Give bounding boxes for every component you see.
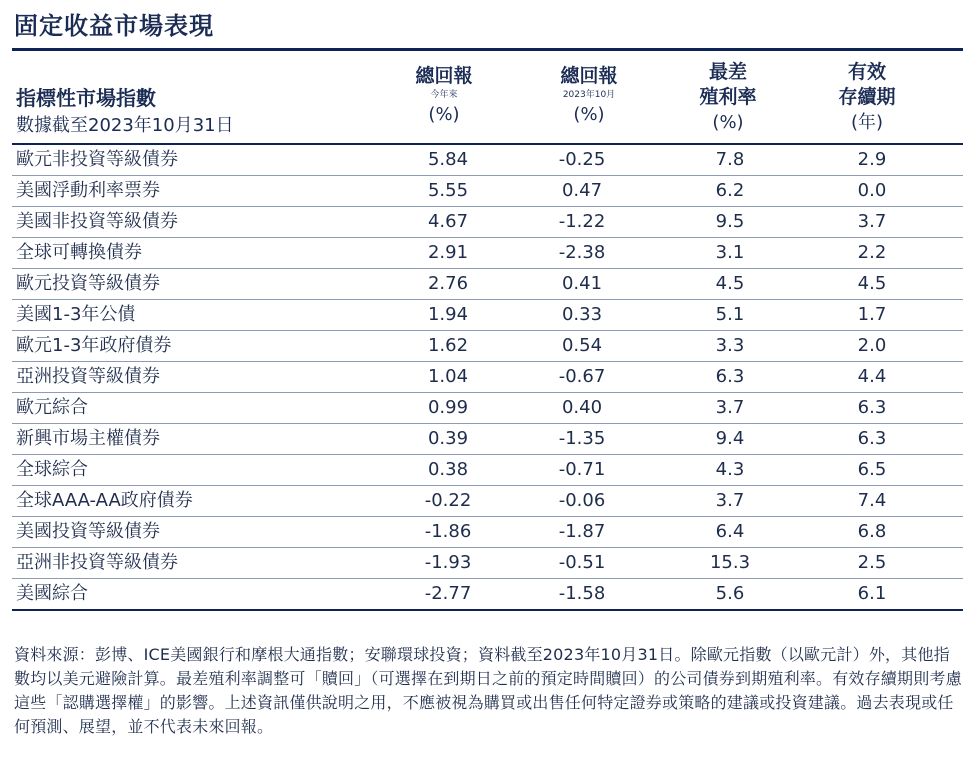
yield-to-worst-cell: 3.1 (715, 242, 745, 263)
yield-to-worst-cell: 3.7 (715, 490, 745, 511)
ytd-return-cell: 2.91 (427, 242, 469, 263)
page-title: 固定收益市場表現 (14, 12, 214, 40)
table-row (12, 362, 963, 393)
table-row (12, 176, 963, 207)
column-header-oct-unit: (%) (573, 104, 605, 125)
ytd-return-cell: 0.99 (427, 397, 469, 418)
ytd-return-cell: -2.77 (424, 583, 472, 604)
index-name-cell: 歐元綜合 (16, 397, 88, 418)
column-header-ytw-line1: 最差 (708, 61, 747, 83)
table-row (12, 486, 963, 517)
october-return-cell: -0.71 (558, 459, 606, 480)
column-header-dur-line2: 存續期 (838, 86, 896, 108)
ytd-return-cell: 1.62 (427, 335, 469, 356)
october-return-cell: -2.38 (558, 242, 606, 263)
index-name-cell: 新興市場主權債券 (16, 428, 160, 449)
effective-duration-cell: 6.1 (857, 583, 887, 604)
effective-duration-cell: 2.2 (857, 242, 887, 263)
ytd-return-cell: 1.94 (427, 304, 469, 325)
table-row (12, 238, 963, 269)
table-body (12, 145, 963, 611)
yield-to-worst-cell: 5.6 (715, 583, 745, 604)
column-header-oct-title: 總回報 (560, 65, 618, 87)
october-return-cell: 0.33 (561, 304, 603, 325)
column-header-dur-line1: 有效 (847, 61, 886, 83)
october-return-cell: -0.51 (558, 552, 606, 573)
effective-duration-cell: 6.3 (857, 428, 887, 449)
column-header-ytw-line2: 殖利率 (699, 86, 757, 108)
ytd-return-cell: -1.86 (424, 521, 472, 542)
index-name-cell: 歐元投資等級債券 (16, 273, 160, 294)
index-name-cell: 亞洲非投資等級債券 (16, 552, 178, 573)
index-name-cell: 全球可轉換債券 (16, 242, 142, 263)
ytd-return-cell: -0.22 (424, 490, 472, 511)
index-name-cell: 全球AAA-AA政府債券 (16, 490, 193, 511)
ytd-return-cell: 5.84 (427, 149, 469, 170)
effective-duration-cell: 2.9 (857, 149, 887, 170)
october-return-cell: -1.22 (558, 211, 606, 232)
table-row (12, 331, 963, 362)
yield-to-worst-cell: 7.8 (715, 149, 745, 170)
index-name-cell: 歐元非投資等級債券 (16, 149, 178, 170)
table-row (12, 300, 963, 331)
table-row (12, 579, 963, 611)
yield-to-worst-cell: 4.5 (715, 273, 745, 294)
index-name-cell: 美國非投資等級債券 (16, 211, 178, 232)
yield-to-worst-cell: 15.3 (709, 552, 751, 573)
ytd-return-cell: 4.67 (427, 211, 469, 232)
column-header-oct (519, 64, 659, 128)
effective-duration-cell: 3.7 (857, 211, 887, 232)
as-of-date: 數據截至2023年10月31日 (16, 115, 234, 136)
yield-to-worst-cell: 5.1 (715, 304, 745, 325)
index-name-cell: 美國浮動利率票券 (16, 180, 160, 201)
ytd-return-cell: 0.39 (427, 428, 469, 449)
october-return-cell: -1.87 (558, 521, 606, 542)
column-header-ytd-title: 總回報 (415, 65, 473, 87)
index-name-cell: 美國綜合 (16, 583, 88, 604)
yield-to-worst-cell: 6.4 (715, 521, 745, 542)
october-return-cell: -0.06 (558, 490, 606, 511)
table-row (12, 424, 963, 455)
column-header-yield-to-worst (658, 60, 798, 136)
effective-duration-cell: 4.4 (857, 366, 887, 387)
table-row (12, 269, 963, 300)
table-row (12, 145, 963, 176)
table-row (12, 207, 963, 238)
column-header-duration (797, 60, 937, 136)
column-header-ytd-unit: (%) (428, 104, 460, 125)
index-header (16, 58, 376, 142)
yield-to-worst-cell: 6.2 (715, 180, 745, 201)
october-return-cell: 0.41 (561, 273, 603, 294)
top-rule (12, 48, 963, 51)
ytd-return-cell: 5.55 (427, 180, 469, 201)
october-return-cell: 0.47 (561, 180, 603, 201)
index-name-cell: 美國投資等級債券 (16, 521, 160, 542)
october-return-cell: -1.58 (558, 583, 606, 604)
column-header-ytd-sub: 今年來 (430, 90, 458, 100)
october-return-cell: 0.54 (561, 335, 603, 356)
table-row (12, 393, 963, 424)
effective-duration-cell: 2.0 (857, 335, 887, 356)
footnote: 資料來源：彭博、ICE美國銀行和摩根大通指數；安聯環球投資；資料截至2023年10月31日。除歐元指數（以歐元計）外，其他指數均以美元避險計算。最差殖利率調整可「贖回」（可選擇在到期日之前的預定時間贖回）的公司債券到期殖利率。有效存續期則考慮這些「認購選擇權」的影響。上述資訊僅供說明之用，不應被視為購買或出售任何特定證券或策略的建議或投資建議。過去表現或任何預測、展望，並不代表未來回報。 (14, 645, 962, 736)
index-name-cell: 亞洲投資等級債券 (16, 366, 160, 387)
yield-to-worst-cell: 6.3 (715, 366, 745, 387)
index-name-cell: 全球綜合 (16, 459, 88, 480)
ytd-return-cell: -1.93 (424, 552, 472, 573)
october-return-cell: 0.40 (561, 397, 603, 418)
effective-duration-cell: 6.3 (857, 397, 887, 418)
october-return-cell: -0.25 (558, 149, 606, 170)
effective-duration-cell: 2.5 (857, 552, 887, 573)
column-header-dur-unit: (年) (850, 112, 884, 133)
yield-to-worst-cell: 3.7 (715, 397, 745, 418)
index-name-cell: 歐元1-3年政府債券 (16, 335, 172, 356)
effective-duration-cell: 1.7 (857, 304, 887, 325)
index-name-cell: 美國1-3年公債 (16, 304, 136, 325)
yield-to-worst-cell: 3.3 (715, 335, 745, 356)
ytd-return-cell: 2.76 (427, 273, 469, 294)
yield-to-worst-cell: 4.3 (715, 459, 745, 480)
effective-duration-cell: 7.4 (857, 490, 887, 511)
table-row (12, 455, 963, 486)
column-header-ytw-unit: (%) (712, 112, 744, 133)
effective-duration-cell: 6.5 (857, 459, 887, 480)
effective-duration-cell: 6.8 (857, 521, 887, 542)
table-row (12, 517, 963, 548)
yield-to-worst-cell: 9.5 (715, 211, 745, 232)
yield-to-worst-cell: 9.4 (715, 428, 745, 449)
effective-duration-cell: 4.5 (857, 273, 887, 294)
table-row (12, 548, 963, 579)
column-header-ytd (374, 64, 514, 128)
effective-duration-cell: 0.0 (857, 180, 887, 201)
index-title: 指標性市場指數 (16, 86, 156, 110)
ytd-return-cell: 0.38 (427, 459, 469, 480)
october-return-cell: -1.35 (558, 428, 606, 449)
october-return-cell: -0.67 (558, 366, 606, 387)
column-header-oct-sub: 2023年10月 (562, 90, 616, 100)
ytd-return-cell: 1.04 (427, 366, 469, 387)
